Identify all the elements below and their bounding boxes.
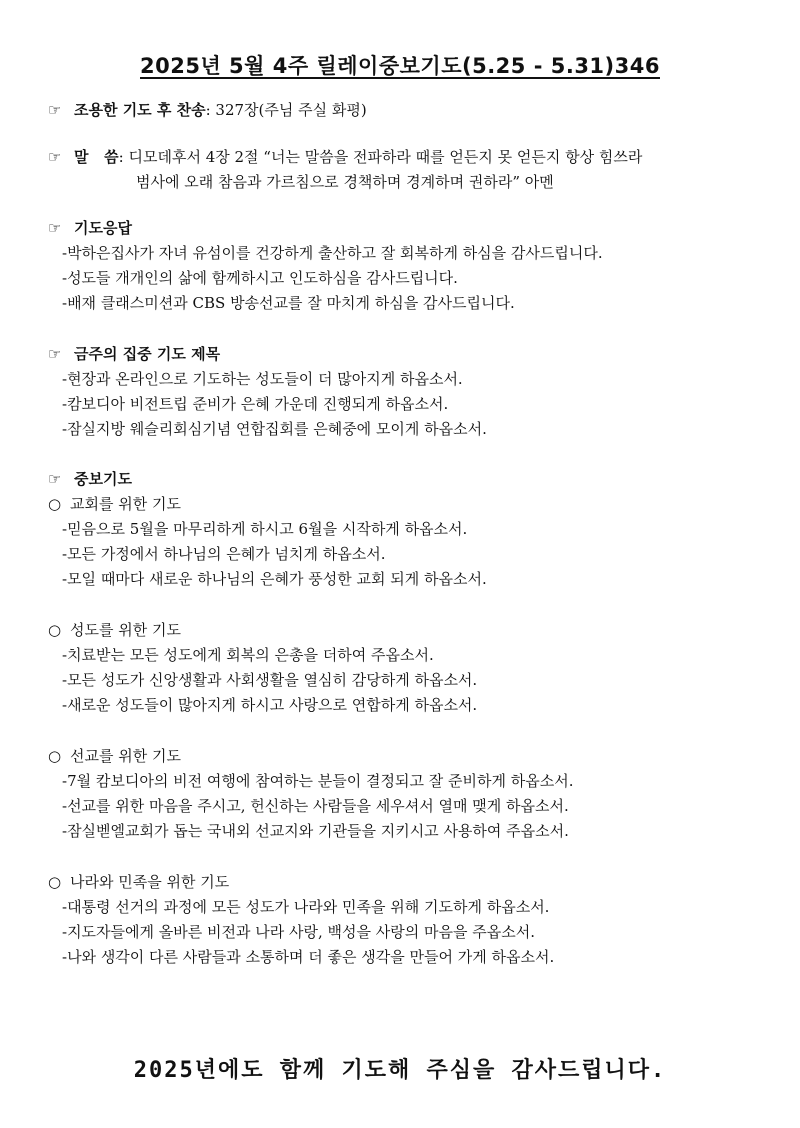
group-title: 성도를 위한 기도 bbox=[70, 621, 181, 639]
list-item: -모든 성도가 신앙생활과 사회생활을 열심히 감당하게 하옵소서. bbox=[62, 671, 478, 689]
hymn-label: 조용한 기도 후 찬송 bbox=[74, 101, 206, 119]
circle-bullet-icon: ○ bbox=[48, 873, 62, 891]
pointing-hand-icon: ☞ bbox=[48, 345, 62, 363]
word-line-1: : 디모데후서 4장 2절 “너는 말씀을 전파하라 때를 얻든지 못 얻든지 항상 힘쓰라 bbox=[118, 148, 643, 166]
list-item: -치료받는 모든 성도에게 회복의 은총을 더하여 주옵소서. bbox=[62, 646, 434, 664]
group-title: 나라와 민족을 위한 기도 bbox=[70, 873, 230, 891]
group-title: 선교를 위한 기도 bbox=[70, 747, 181, 765]
word-label: 말 씀 bbox=[74, 148, 119, 166]
circle-bullet-icon: ○ bbox=[48, 621, 62, 639]
answers-label: 기도응답 bbox=[74, 219, 132, 237]
word-section bbox=[48, 145, 768, 195]
group-church bbox=[48, 492, 768, 517]
list-item: -나와 생각이 다른 사람들과 소통하며 더 좋은 생각을 만들어 가게 하옵소서. bbox=[62, 948, 555, 966]
list-item: -잠실지방 웨슬리회심기념 연합집회를 은혜중에 모이게 하옵소서. bbox=[62, 420, 487, 438]
list-item: -모일 때마다 새로운 하나님의 은혜가 풍성한 교회 되게 하옵소서. bbox=[62, 570, 487, 588]
page-title: 2025년 5월 4주 릴레이중보기도(5.25 - 5.31)346 bbox=[140, 54, 660, 78]
hymn-text: : 327장(주님 주실 화평) bbox=[205, 101, 367, 119]
group-title: 교회를 위한 기도 bbox=[70, 495, 181, 513]
hymn-section bbox=[48, 98, 768, 123]
list-item: -대통령 선거의 과정에 모든 성도가 나라와 민족을 위해 기도하게 하옵소서. bbox=[62, 898, 550, 916]
circle-bullet-icon: ○ bbox=[48, 495, 62, 513]
focus-section bbox=[48, 342, 768, 442]
list-item: -배재 클래스미션과 CBS 방송선교를 잘 마치게 하심을 감사드립니다. bbox=[62, 294, 515, 312]
list-item: -7월 캄보디아의 비전 여행에 참여하는 분들이 결정되고 잘 준비하게 하옵소서. bbox=[62, 772, 574, 790]
list-item: -현장과 온라인으로 기도하는 성도들이 더 많아지게 하옵소서. bbox=[62, 370, 463, 388]
list-item: -박하은집사가 자녀 유섬이를 건강하게 출산하고 잘 회복하게 하심을 감사드립니다. bbox=[62, 244, 603, 262]
circle-bullet-icon: ○ bbox=[48, 747, 62, 765]
pointing-hand-icon: ☞ bbox=[48, 219, 62, 237]
list-item: -믿음으로 5월을 마무리하게 하시고 6월을 시작하게 하옵소서. bbox=[62, 520, 468, 538]
list-item: -선교를 위한 마음을 주시고, 헌신하는 사람들을 세우셔서 열매 맺게 하옵소서. bbox=[62, 797, 569, 815]
group-nation-section bbox=[48, 870, 768, 970]
list-item: -새로운 성도들이 많아지게 하시고 사랑으로 연합하게 하옵소서. bbox=[62, 696, 478, 714]
answers-section bbox=[48, 216, 768, 316]
focus-label: 금주의 집중 기도 제목 bbox=[74, 345, 221, 363]
list-item: -잠실벧엘교회가 돕는 국내외 선교지와 기관들을 지키시고 사용하여 주옵소서. bbox=[62, 822, 569, 840]
group-mission-section bbox=[48, 744, 768, 844]
pointing-hand-icon: ☞ bbox=[48, 101, 62, 119]
closing-message: 2025년에도 함께 기도해 주심을 감사드립니다. bbox=[133, 1058, 667, 1083]
group-saints-section bbox=[48, 618, 768, 718]
pointing-hand-icon: ☞ bbox=[48, 470, 62, 488]
pointing-hand-icon: ☞ bbox=[48, 148, 62, 166]
intercession-section bbox=[48, 467, 768, 592]
intercession-label: 중보기도 bbox=[74, 470, 132, 488]
list-item: -성도들 개개인의 삶에 함께하시고 인도하심을 감사드립니다. bbox=[62, 269, 458, 287]
word-line-2: 범사에 오래 참음과 가르침으로 경책하며 경계하며 권하라” 아멘 bbox=[136, 173, 554, 191]
list-item: -지도자들에게 올바른 비전과 나라 사랑, 백성을 사랑의 마음을 주옵소서. bbox=[62, 923, 535, 941]
list-item: -캄보디아 비전트립 준비가 은혜 가운데 진행되게 하옵소서. bbox=[62, 395, 449, 413]
list-item: -모든 가정에서 하나님의 은혜가 넘치게 하옵소서. bbox=[62, 545, 386, 563]
